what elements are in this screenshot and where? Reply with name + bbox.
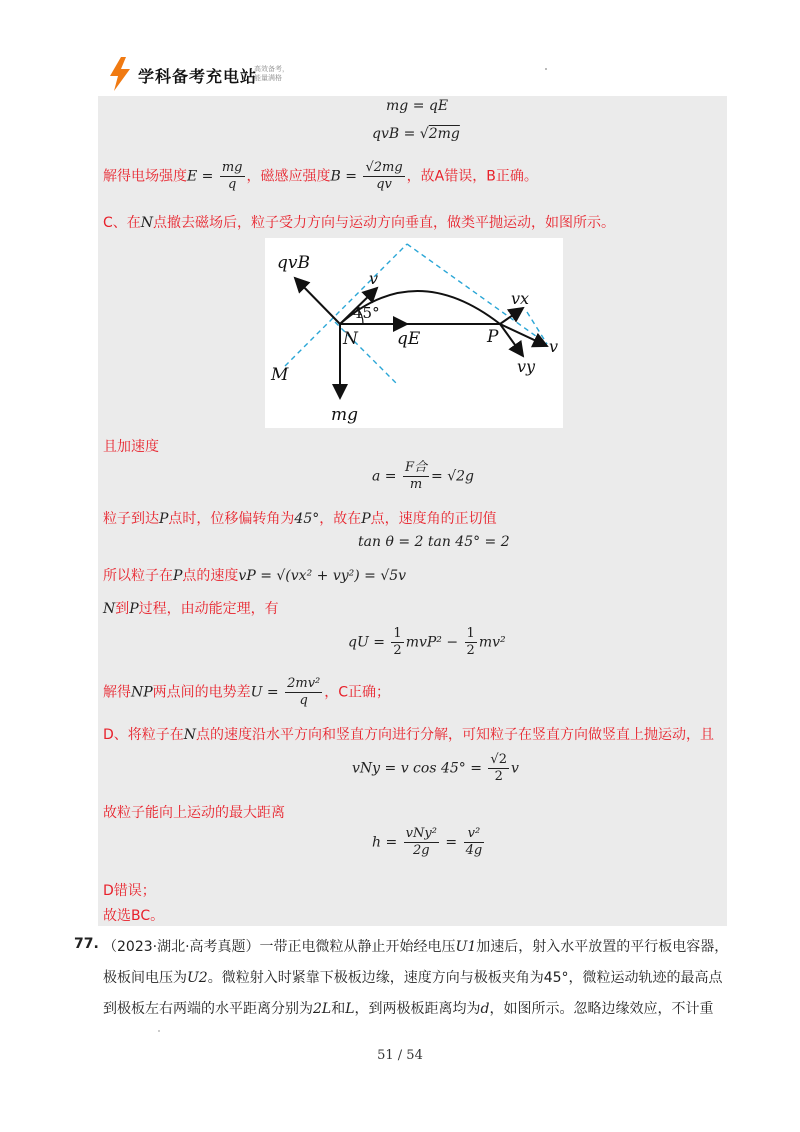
line-n-to-p: N到P过程，由动能定理，有 bbox=[103, 601, 279, 617]
motion-diagram-svg bbox=[265, 238, 563, 428]
line-max-distance: 故粒子能向上运动的最大距离 bbox=[103, 805, 285, 821]
equation-tan: tan θ = 2 tan 45° = 2 bbox=[358, 534, 510, 550]
label-45deg: 45° bbox=[353, 304, 380, 322]
header-logo bbox=[108, 55, 298, 97]
equation-vny: vNy = v cos 45° = $\frac{√2}{2}$ v bbox=[352, 752, 519, 784]
label-M: M bbox=[271, 365, 289, 385]
question-line-2: 极板间电压为U2。微粒射入时紧靠下极板边缘，速度方向与极板夹角为45°，微粒运动轨迹的最高点 bbox=[103, 970, 723, 986]
label-N: N bbox=[343, 329, 358, 349]
equation-work-energy: qU = $\frac{1}{2}$ mvP² − $\frac{1}{2}$ mv² bbox=[348, 626, 506, 658]
line-reach-p: 粒子到达P点时，位移偏转角为45°，故在P点，速度角的正切值 bbox=[103, 511, 497, 527]
label-mg: mg bbox=[331, 405, 359, 425]
brand-slogan: 高效备考， 能量满格 bbox=[254, 65, 289, 82]
label-vy: vy bbox=[517, 357, 536, 376]
question-line-1: （2023·湖北·高考真题）一带正电微粒从静止开始经电压U1加速后，射入水平放置的平行板电容器， bbox=[103, 939, 729, 955]
label-qE: qE bbox=[397, 329, 421, 349]
page-number: 51 / 54 bbox=[377, 1048, 423, 1063]
question-line-3: 到极板左右两端的水平距离分别为2L和L，到两极板距离均为d，如图所示。忽略边缘效应，不计重 bbox=[103, 1001, 714, 1017]
arrow-vx bbox=[500, 308, 523, 324]
equation-qvB: qvB = √2mg bbox=[372, 126, 460, 142]
dashed-line-short bbox=[527, 312, 547, 344]
brand-name: 学科备考充电站 bbox=[138, 67, 258, 86]
arrow-qvB bbox=[295, 278, 340, 324]
line-option-c: C、在N点撤去磁场后，粒子受力方向与运动方向垂直，做类平抛运动，如图所示。 bbox=[103, 215, 616, 231]
label-v-right: v bbox=[549, 337, 559, 356]
line-field-strength: 解得电场强度E = $\frac{mg}{q}$ ，磁感应强度B = $\frac{√2mg}{qv}$ ，故A错误，B正确。 bbox=[103, 160, 538, 192]
bottom-dot bbox=[158, 1030, 160, 1032]
label-P: P bbox=[487, 327, 499, 347]
label-qvB: qvB bbox=[277, 253, 310, 273]
line-d-wrong: D错误； bbox=[103, 883, 156, 899]
equation-height: h = $\frac{\text{vNy²}}{2g}$ = $\frac{\text{v²}}{4g}$ bbox=[372, 826, 483, 858]
line-option-d: D、将粒子在N点的速度沿水平方向和竖直方向进行分解，可知粒子在竖直方向做竖直上抛运动，且 bbox=[103, 727, 715, 743]
equation-mg-qE: mg = qE bbox=[386, 98, 449, 114]
line-acceleration-label: 且加速度 bbox=[103, 439, 159, 455]
question-number: 77. bbox=[74, 936, 99, 952]
line-answer: 故选BC。 bbox=[103, 908, 165, 924]
motion-diagram bbox=[265, 238, 563, 428]
label-v-top: v bbox=[369, 269, 379, 288]
line-potential-difference: 解得NP两点间的电势差U = $\frac{\text{2mv²}}{q}$ ，C正确； bbox=[103, 676, 391, 708]
line-vp: 所以粒子在P点的速度vP = √(vx² + vy²) = √5v bbox=[103, 568, 407, 584]
label-vx: vx bbox=[511, 289, 530, 308]
equation-acceleration: a = $\frac{\text{F合}}{m}$ = √2g bbox=[372, 460, 474, 492]
header-dot bbox=[545, 68, 547, 70]
lightning-bolt-icon bbox=[108, 57, 132, 91]
